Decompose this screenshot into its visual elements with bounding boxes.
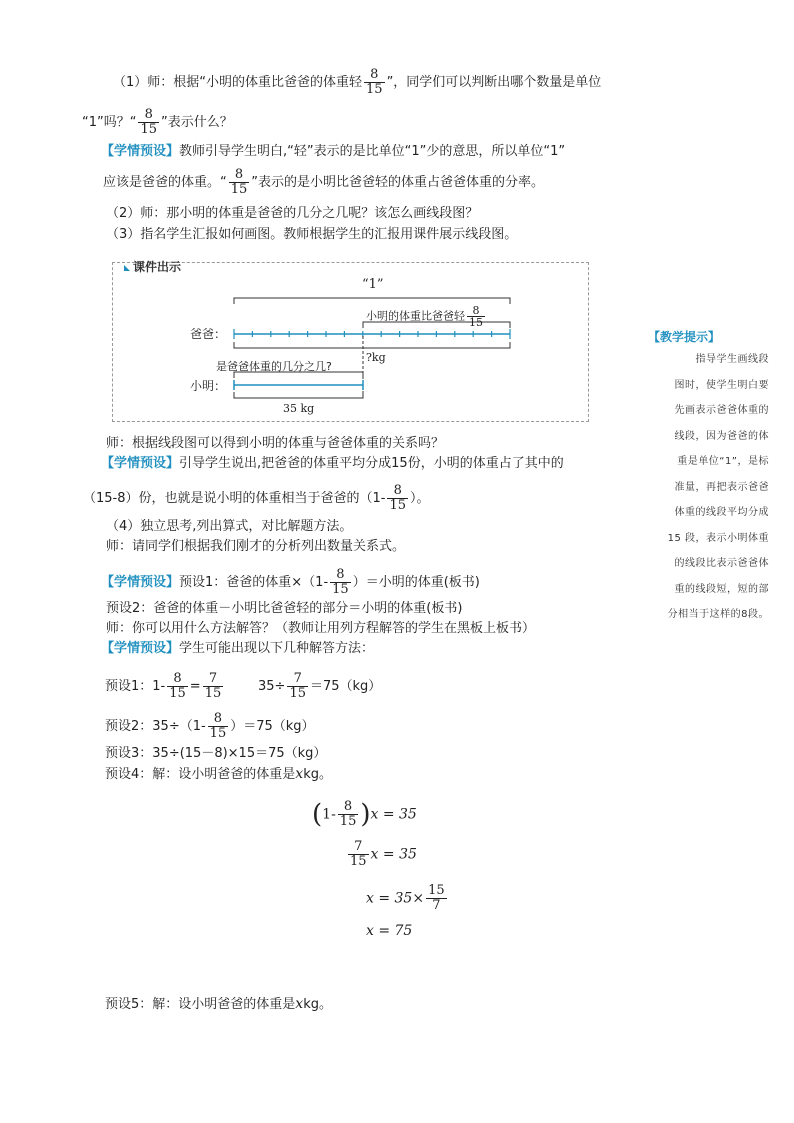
fraction (348, 840, 369, 869)
solution-1-calc (258, 672, 381, 701)
numerator: 8 (330, 568, 351, 583)
equation-line-4: x = 75 (366, 923, 413, 939)
text: 教师引导学生明白,“轻”表示的是比单位“1”少的意思，所以单位“1” (179, 144, 566, 159)
numerator: 8 (167, 672, 188, 687)
numerator: 7 (348, 840, 369, 855)
left-paren: ( (312, 799, 323, 830)
text: ）＝小明的体重(板书) (352, 575, 480, 590)
analysis-tag: 【学情预设】 (101, 575, 180, 590)
analysis-tag: 【学情预设】 (101, 641, 180, 656)
text: “1”吗？“ (82, 115, 137, 130)
text: x = 35× (366, 890, 425, 907)
paragraph-12 (101, 640, 374, 658)
denominator: 15 (289, 686, 306, 701)
teaching-tip-line: 指导学生画线段 (695, 354, 769, 365)
denominator: 7 (432, 898, 441, 913)
text: ＝75（kg） (309, 679, 382, 694)
denominator: 15 (350, 854, 367, 869)
teaching-tip-line: 图时，使学生明白要 (674, 379, 769, 391)
lighter-label (366, 305, 487, 328)
paragraph-11: 师：你可以用什么方法解答？（教师让用列方程解答的学生在黑板上板书） (106, 621, 536, 636)
text: 1- (322, 806, 336, 823)
paragraph-8: 师：请同学们根据我们刚才的分析列出数量关系式。 (106, 539, 406, 554)
text: kg。 (303, 997, 332, 1012)
teaching-tip-line: 15 段，表示小明体重 (667, 532, 769, 544)
text: 预设1：1- (105, 679, 166, 694)
teaching-tip-line: 线段，因为爸爸的体 (674, 430, 769, 442)
text: ”，同学们可以判断出哪个数量是单位 (386, 75, 602, 90)
ming-weight-label: 35 kg (283, 402, 315, 415)
fraction (426, 884, 447, 913)
equation-line-2 (346, 840, 417, 869)
teaching-tip-line: 分相当于这样的8段。 (667, 609, 769, 620)
teaching-tip-line: 重的线段短，短的部 (674, 583, 769, 595)
solution-1 (105, 672, 225, 701)
text: （1）师：根据“小明的体重比爸爸的体重轻 (113, 75, 363, 90)
text: x = 35 (370, 846, 417, 863)
text: x = 35 (370, 806, 417, 823)
fraction (208, 712, 229, 741)
paragraph-6-line-1 (101, 455, 564, 473)
teaching-tip-line: 先画表示爸爸体重的 (674, 405, 769, 416)
analysis-tag: 【学情预设】 (101, 456, 180, 471)
equation-line-1 (312, 800, 417, 829)
solution-4 (105, 765, 332, 784)
text: kg。 (303, 767, 332, 782)
equation-line-3 (366, 884, 449, 913)
text: ”表示的是小明比爸爸轻的体重占爸爸体重的分率。 (251, 175, 545, 190)
paragraph-4: （3）指名学生汇报如何画图。教师根据学生的汇报用课件展示线段图。 (106, 227, 518, 242)
text: 35÷ (258, 679, 286, 694)
teaching-tip-line: 重是单位“1”，是标 (677, 456, 769, 467)
numerator: 8 (387, 484, 408, 499)
text: 小明的体重比爸爸轻 (366, 309, 465, 323)
numerator: 8 (208, 712, 229, 727)
text: 引导学生说出,把爸爸的体重平均分成15份，小明的体重占了其中的 (179, 456, 564, 471)
text: = (189, 679, 201, 694)
fraction (287, 672, 308, 701)
numerator: 8 (364, 68, 385, 83)
denominator: 15 (209, 726, 227, 741)
text: （15-8）份，也就是说小明的体重相当于爸爸的（1- (83, 491, 386, 506)
paragraph-3: （2）师：那小明的体重是爸爸的几分之几呢？该怎么画线段图？ (106, 206, 479, 221)
unit-brace (234, 298, 510, 304)
numerator: 8 (467, 305, 485, 317)
denominator: 15 (339, 814, 357, 829)
solution-5 (105, 995, 332, 1014)
denominator: 15 (169, 686, 186, 701)
denominator: 15 (204, 686, 222, 701)
ming-brace (234, 392, 363, 398)
text: 预设5：解：设小明爸爸的体重是 (105, 997, 296, 1012)
dad-unknown-label: ?kg (366, 351, 386, 364)
analysis-tag: 【学情预设】 (101, 144, 180, 159)
numerator: 8 (138, 108, 159, 123)
variable: x (295, 996, 304, 1012)
denominator: 15 (389, 498, 407, 513)
denominator: 15 (366, 82, 383, 97)
teaching-tip-line: 准量，再把表示爸爸 (674, 481, 769, 493)
denominator: 15 (469, 316, 483, 329)
numerator: 8 (229, 168, 250, 183)
text: 预设2：35÷（1- (105, 719, 206, 734)
fraction (167, 672, 188, 701)
numerator: 7 (203, 672, 224, 687)
denominator: 15 (332, 582, 349, 597)
fraction (330, 568, 351, 597)
paragraph-10: 预设2：爸爸的体重－小明比爸爸轻的部分＝小明的体重(板书) (106, 601, 463, 616)
text: ）。 (410, 491, 430, 506)
text: 学生可能出现以下几种解答方法： (179, 641, 375, 656)
teaching-tip-line: 的线段比表示爸爸体 (674, 558, 769, 569)
teaching-tip-title: 【教学提示】 (648, 330, 721, 344)
fraction (467, 305, 485, 328)
text: 应该是爸爸的体重。“ (103, 175, 227, 190)
text: ”表示什么？ (161, 115, 233, 130)
numerator: 7 (287, 672, 308, 687)
numerator: 8 (338, 800, 359, 815)
denominator: 15 (230, 182, 248, 197)
paragraph-7: （4）独立思考,列出算式，对比解题方法。 (106, 519, 353, 534)
text: 预设4：解：设小明爸爸的体重是 (105, 767, 296, 782)
text: 预设1：爸爸的体重×（1- (179, 575, 329, 590)
right-paren: ) (360, 799, 371, 830)
solution-3: 预设3：35÷(15－8)×15＝75（kg） (105, 746, 327, 761)
dad-label: 爸爸： (190, 327, 227, 341)
ming-label: 小明： (190, 379, 227, 393)
courseware-title-text: 课件出示 (133, 260, 182, 274)
denominator: 15 (140, 122, 158, 137)
teaching-tip-line: 体重的线段平均分成 (674, 507, 769, 518)
dad-total-brace (234, 342, 510, 348)
solution-2 (105, 712, 315, 741)
paragraph-5: 师：根据线段图可以得到小明的体重与爸爸体重的关系吗？ (106, 436, 445, 451)
variable: x (295, 766, 304, 782)
text: ）＝75（kg） (230, 719, 315, 734)
unit-one-label: “1” (362, 277, 384, 292)
paragraph-9 (101, 568, 480, 597)
numerator: 15 (428, 883, 445, 898)
fraction (387, 484, 408, 513)
question-label: 是爸爸体重的几分之几? (216, 360, 332, 373)
fraction (203, 672, 224, 701)
paragraph-6-line-2 (83, 484, 430, 513)
fraction (338, 800, 359, 829)
